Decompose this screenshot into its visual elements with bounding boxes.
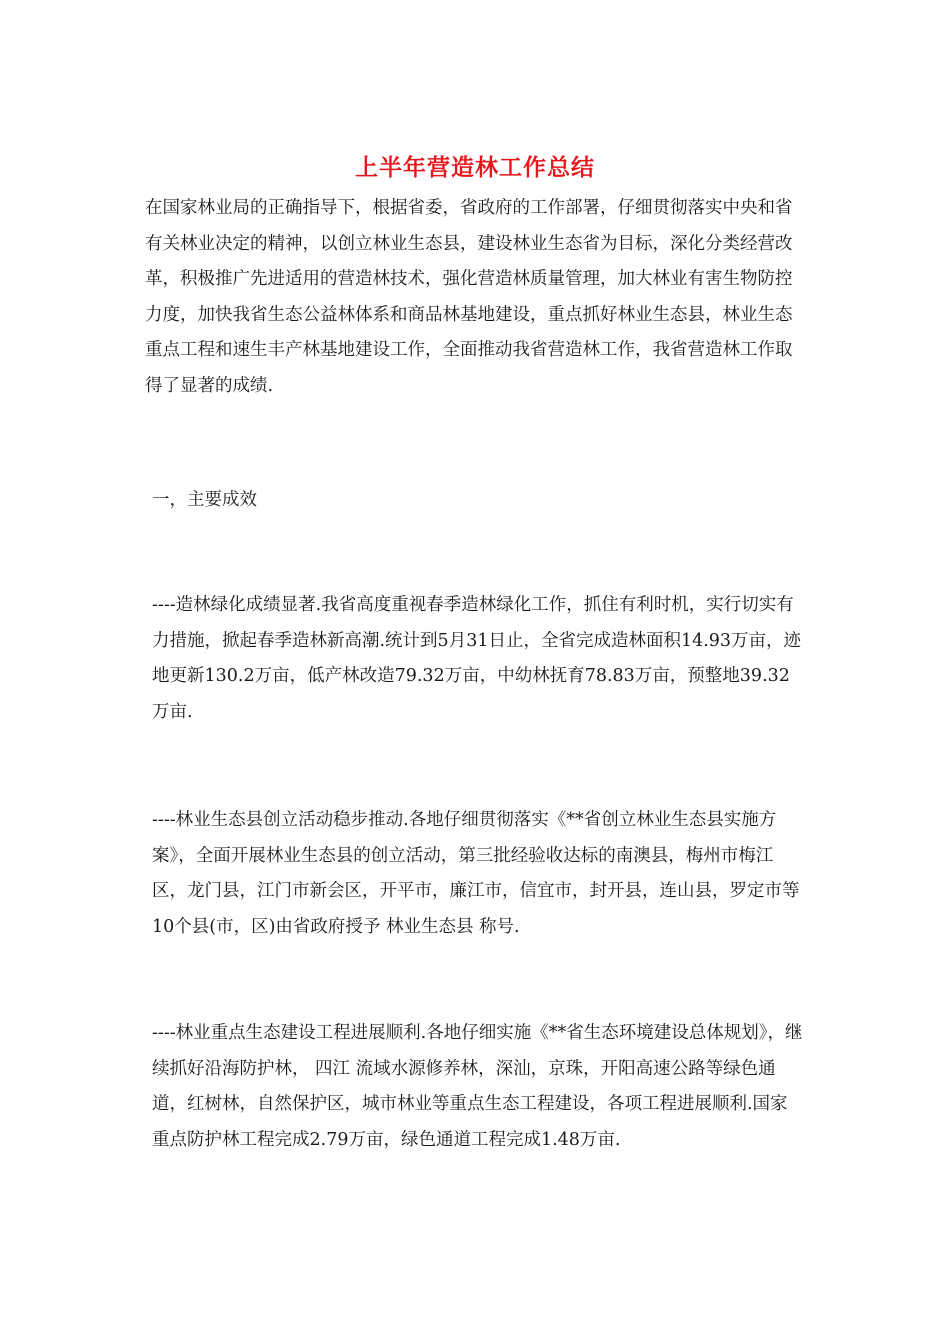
document-title: 上半年营造林工作总结 — [355, 154, 595, 181]
achievement-paragraph-eco-county: ----林业生态县创立活动稳步推动.各地仔细贯彻落实《**省创立林业生态县实施方案》，全面开展林业生态县的创立活动，第三批经验收达标的南澳县，梅州市梅江区，龙门县，江门市新会区，开平市，廉江市，信宜市，封开县，连山县，罗定市等10个县(市，区)由省政府授予 林业生态县 称号. — [152, 810, 800, 937]
achievement-paragraph-afforestation: ----造林绿化成绩显著.我省高度重视春季造林绿化工作，抓住有利时机，实行切实有力措施，掀起春季造林新高潮.统计到5月31日止，全省完成造林面积14.93万亩，迹地更新130.2万亩，低产林改造79.32万亩，中幼林抚育78.83万亩，预整地39.32万亩. — [152, 595, 802, 722]
section-heading: 一，主要成效 — [152, 490, 257, 510]
achievement-paragraph-key-projects: ----林业重点生态建设工程进展顺利.各地仔细实施《**省生态环境建设总体规划》，继续抓好沿海防护林， 四江 流域水源修养林，深汕，京珠，开阳高速公路等绿色通道，红树林，自然保护区，城市林业等重点生态工程建设，各项工程进展顺利.国家重点防护林工程完成2.79万亩，绿色通道工程完成1.48万亩. — [152, 1023, 803, 1150]
intro-paragraph: 在国家林业局的正确指导下，根据省委，省政府的工作部署，仔细贯彻落实中央和省有关林业决定的精神，以创立林业生态县，建设林业生态省为目标，深化分类经营改革，积极推广先进适用的营造林技术，强化营造林质量管理，加大林业有害生物防控力度，加快我省生态公益林体系和商品林基地建设，重点抓好林业生态县，林业生态重点工程和速生丰产林基地建设工作，全面推动我省营造林工作，我省营造林工作取得了显著的成绩. — [145, 198, 793, 396]
